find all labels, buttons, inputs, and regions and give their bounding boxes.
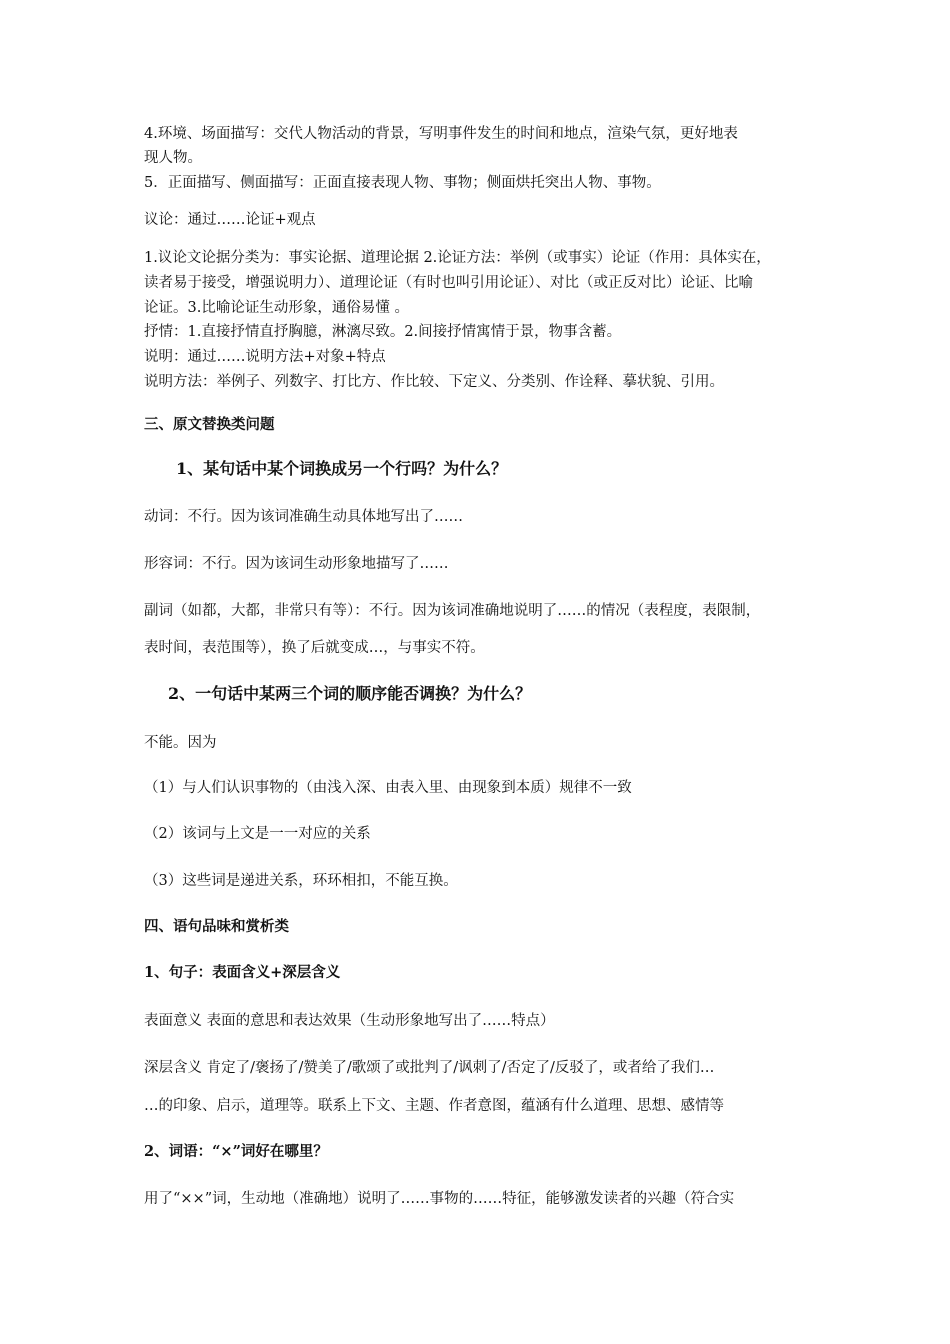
paragraph-line: 读者易于接受，增强说明力）、道理论证（有时也叫引用论证）、对比（或正反对比）论证、比喻 <box>144 275 753 291</box>
list-item: （1）与人们认识事物的（由浅入深、由表入里、由现象到本质）规律不一致 <box>144 780 632 796</box>
paragraph-line: 抒情：1.直接抒情直抒胸臆，淋漓尽致。2.间接抒情寓情于景，物事含蓄。 <box>144 324 622 340</box>
paragraph-line: 表时间，表范围等），换了后就变成…，与事实不符。 <box>144 640 485 656</box>
paragraph-line: 议论：通过……论证+观点 <box>144 212 316 228</box>
list-item: （2）该词与上文是一一对应的关系 <box>144 826 371 842</box>
section-heading: 三、原文替换类问题 <box>144 416 275 433</box>
paragraph-line: 说明：通过……说明方法+对象+特点 <box>144 349 386 365</box>
paragraph-line: 现人物。 <box>144 150 202 166</box>
paragraph-line: 形容词：不行。因为该词生动形象地描写了…… <box>144 556 449 572</box>
section-heading: 四、语句品味和赏析类 <box>144 918 289 935</box>
paragraph-line: 表面意义 表面的意思和表达效果（生动形象地写出了……特点） <box>144 1013 555 1029</box>
list-item: （3）这些词是递进关系，环环相扣，不能互换。 <box>144 873 458 889</box>
subsection-heading: 1、句子：表面含义+深层含义 <box>144 964 341 981</box>
paragraph-line: 说明方法：举例子、列数字、打比方、作比较、下定义、分类别、作诠释、摹状貌、引用。 <box>144 374 724 390</box>
paragraph-line: 深层含义 肯定了/褒扬了/赞美了/歌颂了或批判了/讽刺了/否定了/反驳了，或者给了我们… <box>144 1060 715 1076</box>
subsection-heading: 2、词语：“×”词好在哪里？ <box>144 1143 328 1160</box>
paragraph-line: 不能。因为 <box>144 735 217 751</box>
paragraph-line: …的印象、启示，道理等。联系上下文、主题、作者意图，蕴涵有什么道理、思想、感情等 <box>144 1098 724 1114</box>
paragraph-line: 4.环境、场面描写：交代人物活动的背景，写明事件发生的时间和地点，渲染气氛，更好地表 <box>144 126 738 142</box>
paragraph-line: 5．正面描写、侧面描写：正面直接表现人物、事物；侧面烘托突出人物、事物。 <box>144 175 661 191</box>
paragraph-line: 副词（如都，大都，非常只有等）：不行。因为该词准确地说明了……的情况（表程度，表限制， <box>144 603 761 619</box>
paragraph-line: 动词：不行。因为该词准确生动具体地写出了…… <box>144 509 463 525</box>
question-heading: 1、某句话中某个词换成另一个行吗？为什么？ <box>176 459 508 478</box>
question-heading: 2、一句话中某两三个词的顺序能否调换？为什么？ <box>168 684 532 703</box>
paragraph-line: 用了“××”词，生动地（准确地）说明了……事物的……特征，能够激发读者的兴趣（符合实 <box>144 1191 735 1207</box>
paragraph-line: 1.议论文论据分类为：事实论据、道理论据 2.论证方法：举例（或事实）论证（作用：具体实在， <box>144 250 771 266</box>
paragraph-line: 论证。3.比喻论证生动形象，通俗易懂 。 <box>144 300 409 316</box>
